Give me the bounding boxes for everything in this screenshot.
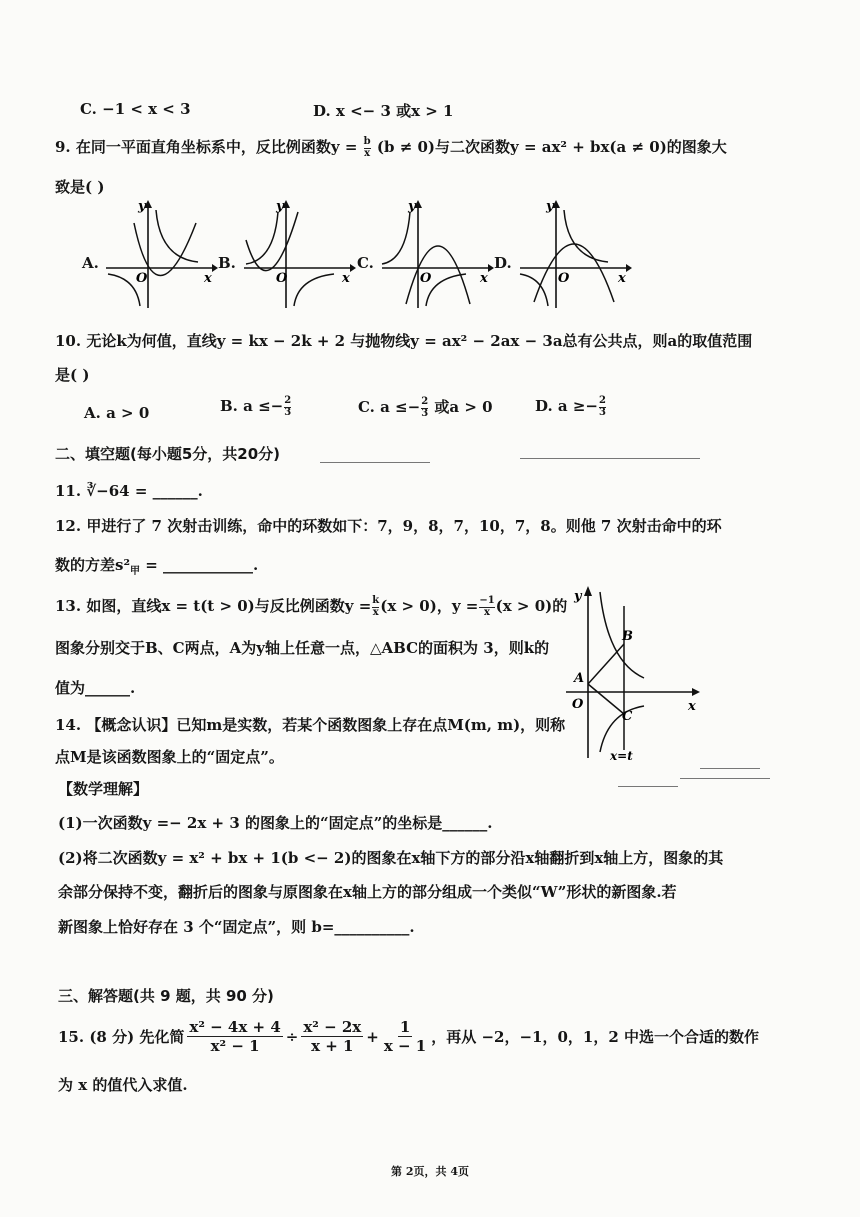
q13-frac1-num: k: [372, 595, 380, 606]
q14-line1: 14. 【概念认识】已知m是实数，若某个函数图象上存在点M(m, m)，则称: [55, 716, 566, 734]
q14-part2-line1: (2)将二次函数y = x² + bx + 1(b <− 2)的图象在x轴下方的部分沿x轴翻折到x轴上方，图象的其: [58, 849, 724, 867]
q10-option-a: A. a > 0: [84, 404, 150, 422]
q13-fig-y-label: y: [574, 589, 582, 604]
q9-graph-a-x-label: x: [204, 271, 212, 286]
q10-option-d: [535, 396, 607, 418]
q9-graph-c-y-label: y: [408, 199, 416, 214]
scan-mark: [320, 462, 430, 463]
q13-fig-point-a: A: [574, 671, 585, 686]
q9-graph-a-label: A.: [82, 254, 99, 272]
q9-graph-a-origin: O: [136, 271, 148, 286]
q9-graph-b-label: B.: [218, 254, 236, 272]
q13-line1: [55, 595, 567, 618]
q9-graph-d: [514, 198, 634, 310]
q9-text-pre: 在同一平面直角坐标系中，反比例函数y =: [75, 138, 358, 156]
q10-line2: 是( ): [55, 366, 90, 384]
q13-fig-origin: O: [572, 697, 584, 712]
q9-frac-num: b: [363, 136, 371, 147]
scan-mark: [618, 786, 678, 787]
q12-line2: [55, 554, 258, 577]
q15-fraction-3: [382, 1018, 428, 1055]
q12-line1: 12. 甲进行了 7 次射击训练，命中的环数如下：7，9，8，7，10，7，8。则他 7 次射击命中的环: [55, 517, 722, 535]
q10-b-frac-den: 3: [284, 406, 292, 418]
q10-option-b-text: B. a ≤−: [220, 397, 284, 415]
q13-text-mid: (x > 0)，y =: [380, 597, 479, 615]
q15-text-pre: 15. (8 分) 先化简: [58, 1028, 185, 1046]
q9-fraction: [364, 137, 371, 159]
q13-fig-line-label: x=t: [610, 749, 633, 763]
q8-option-d: D. x <− 3 或x > 1: [313, 102, 454, 120]
q9-graph-c-label: C.: [357, 254, 374, 272]
q12-variance-symbol: 数的方差s²: [55, 556, 131, 574]
q14-line2: 点M是该函数图象上的“固定点”。: [55, 748, 284, 766]
q15-f2-den: x + 1: [311, 1037, 354, 1055]
q14-subtitle: 【数学理解】: [58, 780, 149, 798]
q10-option-d-text: D. a ≥−: [535, 397, 598, 415]
q12-blank: = ____________.: [140, 556, 259, 574]
q13-frac2-den: x: [484, 606, 490, 618]
q15-operator-plus: +: [366, 1027, 379, 1046]
q10-c-frac-num: 2: [421, 396, 429, 407]
section-2-heading: 二、填空题(每小题5分，共20分): [55, 445, 281, 463]
q9-text-post: (b ≠ 0)与二次函数y = ax² + bx(a ≠ 0)的图象大: [376, 138, 727, 156]
q9-graph-b-y-label: y: [276, 199, 284, 214]
q13-line2: 图象分别交于B、C两点，A为y轴上任意一点，△ABC的面积为 3，则k的: [55, 639, 550, 657]
q15-f3-den: x − 1: [383, 1037, 427, 1055]
q9-graph-d-origin: O: [558, 271, 570, 286]
q10-option-c: [358, 396, 493, 419]
q10-d-frac-den: 3: [599, 406, 606, 418]
q15-f3-num: 1: [399, 1018, 411, 1036]
q13-line3: 值为______.: [55, 679, 136, 697]
q15-f2-num: x² − 2x: [303, 1018, 362, 1036]
q9-graph-a: [98, 198, 218, 310]
q15-line2: 为 x 的值代入求值.: [58, 1076, 188, 1094]
section-3-heading: 三、解答题(共 9 题，共 90 分): [58, 987, 274, 1005]
q13-fig-point-b: B: [622, 629, 633, 644]
q10-line1: 10. 无论k为何值，直线y = kx − 2k + 2 与抛物线y = ax² − 2ax − 3a总有公共点，则a的取值范围: [55, 332, 753, 350]
q10-b-frac-num: 2: [284, 395, 292, 406]
q10-d-frac-num: 2: [599, 395, 606, 406]
q9-graph-c: [376, 198, 496, 310]
q15-text-post: ，再从 −2，−1，0，1，2 中选一个合适的数作: [431, 1028, 760, 1046]
q13-figure: [562, 582, 712, 764]
q9-graph-b-origin: O: [276, 271, 288, 286]
q15-fraction-2: [301, 1018, 363, 1055]
scan-mark: [700, 768, 760, 769]
q13-frac2-num: −1: [479, 595, 495, 606]
q13-text-pre: 13. 如图，直线x = t(t > 0)与反比例函数y =: [55, 597, 372, 615]
q15-f1-den: x² − 1: [210, 1037, 260, 1055]
q9-graph-d-y-label: y: [546, 199, 554, 214]
q13-text-post: (x > 0)的: [495, 597, 568, 615]
page-footer: 第 2页，共 4页: [391, 1165, 469, 1178]
q14-part1: (1)一次函数y =− 2x + 3 的图象上的“固定点”的坐标是______.: [58, 814, 493, 832]
q8-option-c: C. −1 < x < 3: [80, 100, 191, 118]
q9-graph-d-label: D.: [494, 254, 512, 272]
q10-option-b: [220, 396, 292, 418]
q9-graph-d-x-label: x: [618, 271, 626, 286]
q10-c-frac-den: 3: [421, 407, 429, 419]
q13-fig-point-c: C: [622, 709, 633, 724]
scan-mark: [680, 778, 770, 779]
q13-fig-x-label: x: [688, 699, 696, 714]
q15-f1-num: x² − 4x + 4: [189, 1018, 281, 1036]
q12-variance-sub: 甲: [130, 566, 141, 577]
q9-graph-b-x-label: x: [342, 271, 350, 286]
q14-part2-line3: 新图象上恰好存在 3 个“固定点”，则 b=__________.: [58, 918, 415, 936]
q9-graph-c-origin: O: [420, 271, 432, 286]
q15-line1: [58, 1018, 759, 1055]
q9-line2: 致是( ): [55, 178, 105, 196]
scan-mark: [520, 458, 700, 459]
q14-part2-line2: 余部分保持不变，翻折后的图象与原图象在x轴上方的部分组成一个类似“W”形状的新图象.若: [58, 883, 677, 901]
q15-operator-divide: ÷: [285, 1027, 299, 1046]
q9-number: 9.: [55, 138, 71, 156]
q9-line1: [55, 136, 727, 159]
q15-fraction-1: [187, 1018, 282, 1055]
q9-graph-b: [238, 198, 358, 310]
q11-line: 11. ∛−64 = ______.: [55, 482, 203, 500]
q9-graph-c-x-label: x: [480, 271, 488, 286]
q10-option-c-text: C. a ≤−: [358, 398, 421, 416]
q9-frac-den: x: [364, 147, 371, 159]
q13-frac1-den: x: [372, 606, 379, 618]
q10-option-c-post: 或a > 0: [429, 398, 493, 416]
q9-graph-a-y-label: y: [138, 199, 146, 214]
